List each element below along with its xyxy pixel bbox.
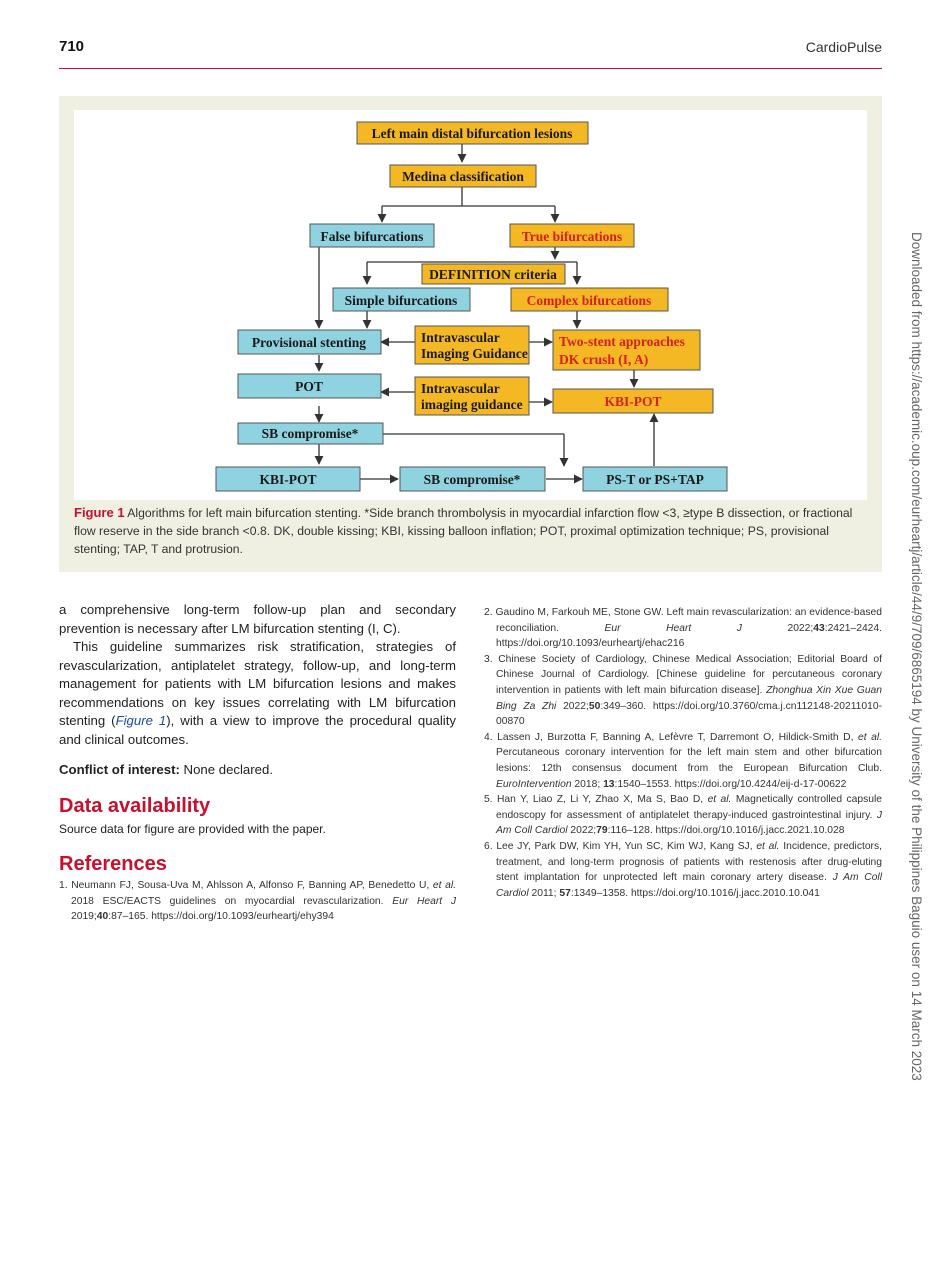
reference-item: 6. Lee JY, Park DW, Kim YH, Yun SC, Kim WJ, Kang SJ, et al. Incidence, predictors, treatment, and long-term prognosis of patients with restenosis after drug-eluting stent implantation for unprotected left main coronary artery disease. J Am Coll Cardiol 2011; 57:1349–1358. https://doi.org/10.1016/j.jacc.2010.10.041 — [484, 840, 882, 899]
node-definition-criteria — [422, 264, 565, 284]
references-heading: References — [59, 853, 167, 875]
svg-text:Simple bifurcations: Simple bifurcations — [344, 293, 458, 308]
flowchart-svg — [74, 110, 867, 500]
node-false-bifurcations — [310, 224, 434, 247]
reference-list-left — [59, 878, 456, 925]
svg-text:imaging guidance: imaging guidance — [421, 397, 523, 412]
node-left-main — [357, 122, 588, 144]
coi-label: Conflict of interest: — [59, 762, 180, 777]
right-column — [484, 603, 882, 901]
svg-text:POT: POT — [295, 379, 323, 394]
svg-text:DK crush (I, A): DK crush (I, A) — [559, 352, 649, 367]
reference-item: 2. Gaudino M, Farkouh ME, Stone GW. Left main revascularization: an evidence-based reconciliation. Eur Heart J 2022;43:2421–2424. https://doi.org/10.1093/eurheartj/ehac216 — [484, 607, 882, 650]
node-ivi-guidance-2 — [415, 377, 529, 415]
svg-text:Intravascular: Intravascular — [421, 381, 500, 396]
node-medina — [390, 165, 536, 187]
figure-1-link[interactable]: Figure 1 — [115, 713, 167, 728]
svg-text:True bifurcations: True bifurcations — [521, 229, 623, 244]
svg-text:Left main distal bifurcation l: Left main distal bifurcation lesions — [371, 126, 573, 141]
svg-text:PS-T or PS+TAP: PS-T or PS+TAP — [606, 472, 704, 487]
svg-text:Provisional stenting: Provisional stenting — [251, 335, 367, 350]
reference-item: 3. Chinese Society of Cardiology, Chinese Medical Association; Editorial Board of Chinese Journal of Cardiology. [Chinese guideline for percutaneous coronary intervention in patients with left main bifurcation disease]. Zhonghua Xin Xue Guan Bing Za Zhi 2022;50:349–360. https://doi.org/10.3760/cma.j.cn112148-20211010-00870 — [484, 653, 882, 728]
svg-text:DEFINITION criteria: DEFINITION criteria — [429, 267, 557, 282]
node-sb-compromise-2 — [400, 467, 545, 491]
reference-list-right — [484, 605, 882, 901]
node-provisional-stenting — [238, 330, 381, 354]
figure-label: Figure 1 — [74, 505, 125, 520]
figure-caption-text: Algorithms for left main bifurcation stenting. *Side branch thrombolysis in myocardial infarction flow <3, ≥type B dissection, or fractional flow reserve in the side branch <0.8. DK, double kissing; KBI, kissing balloon inflation; POT, proximal optimization technique; PS, provisional stenting; TAP, T and protrusion. — [74, 506, 853, 556]
svg-text:Medina classification: Medina classification — [402, 169, 524, 184]
node-true-bifurcations — [510, 224, 634, 247]
node-two-stent-approaches — [553, 330, 700, 370]
svg-text:KBI-POT: KBI-POT — [259, 472, 317, 487]
reference-item: 1. Neumann FJ, Sousa-Uva M, Ahlsson A, Alfonso F, Banning AP, Benedetto U, et al. 2018 ESC/EACTS guidelines on myocardial revascularization. Eur Heart J 2019;40:87–165. https://doi.org/10.1093/eurheartj/ehy394 — [59, 880, 456, 923]
svg-text:KBI-POT: KBI-POT — [604, 394, 662, 409]
svg-text:False bifurcations: False bifurcations — [320, 229, 424, 244]
body-paragraph-1: a comprehensive long-term follow-up plan and secondary prevention is necessary after LM bifurcation stenting (I, C). — [59, 602, 456, 636]
header-rule — [59, 68, 882, 69]
node-kbi-pot-bottom — [216, 467, 360, 491]
conflict-of-interest — [59, 761, 456, 780]
body-paragraph-2 — [59, 638, 456, 749]
reference-item: 4. Lassen J, Burzotta F, Banning A, Lefèvre T, Darremont O, Hildick-Smith D, et al. Percutaneous coronary intervention for the left main stem and other bifurcation lesions: 12th consensus document from the European Bifurcation Club. EuroIntervention 2018; 13:1540–1553. https://doi.org/10.4244/eij-d-17-00622 — [484, 731, 882, 790]
left-column — [59, 601, 456, 925]
svg-text:SB compromise*: SB compromise* — [423, 472, 521, 487]
flowchart — [74, 110, 867, 500]
node-ivi-guidance-1 — [415, 326, 529, 364]
node-simple-bifurcations — [333, 288, 470, 311]
data-availability-text: Source data for figure are provided with the paper. — [59, 821, 326, 836]
svg-text:Complex bifurcations: Complex bifurcations — [526, 293, 652, 308]
svg-text:Imaging Guidance: Imaging Guidance — [421, 346, 528, 361]
data-availability-heading: Data availability — [59, 794, 211, 817]
figure-caption — [74, 504, 870, 558]
node-sb-compromise-1 — [238, 423, 383, 444]
download-watermark — [905, 232, 929, 1081]
node-complex-bifurcations — [511, 288, 668, 311]
node-ps-t-or-ps-tap — [583, 467, 727, 491]
page-number: 710 — [59, 38, 85, 55]
svg-text:Two-stent approaches: Two-stent approaches — [559, 334, 685, 349]
node-pot — [238, 374, 381, 398]
body-paragraph-2-text-end: ), with a view to improve the procedural quality and clinical outcomes. — [59, 713, 456, 747]
svg-text:Intravascular: Intravascular — [421, 330, 500, 345]
body-paragraph-2-text: This guideline summarizes risk stratification, strategies of revascularization, antiplatelet strategy, follow-up, and long-term management for patients with LM bifurcation lesions and makes recommendations on key issues correlating with LM bifurcation stenting ( — [59, 639, 456, 728]
reference-item: 5. Han Y, Liao Z, Li Y, Zhao X, Ma S, Bao D, et al. Magnetically controlled capsule endoscopy for assessment of antiplatelet therapy-induced gastrointestinal injury. J Am Coll Cardiol 2022;79:116–128. https://doi.org/10.1016/j.jacc.2021.10.028 — [484, 794, 882, 837]
download-watermark-text: Downloaded from https://academic.oup.com/eurheartj/article/44/9/709/6865194 by University of the Philippines Baguio user on 14 March 2023 — [909, 232, 924, 1081]
figure-panel — [59, 96, 882, 572]
node-kbi-pot-right — [553, 389, 713, 413]
journal-section-title: CardioPulse — [805, 39, 882, 55]
svg-text:SB compromise*: SB compromise* — [261, 426, 359, 441]
coi-text: None declared. — [179, 762, 273, 777]
